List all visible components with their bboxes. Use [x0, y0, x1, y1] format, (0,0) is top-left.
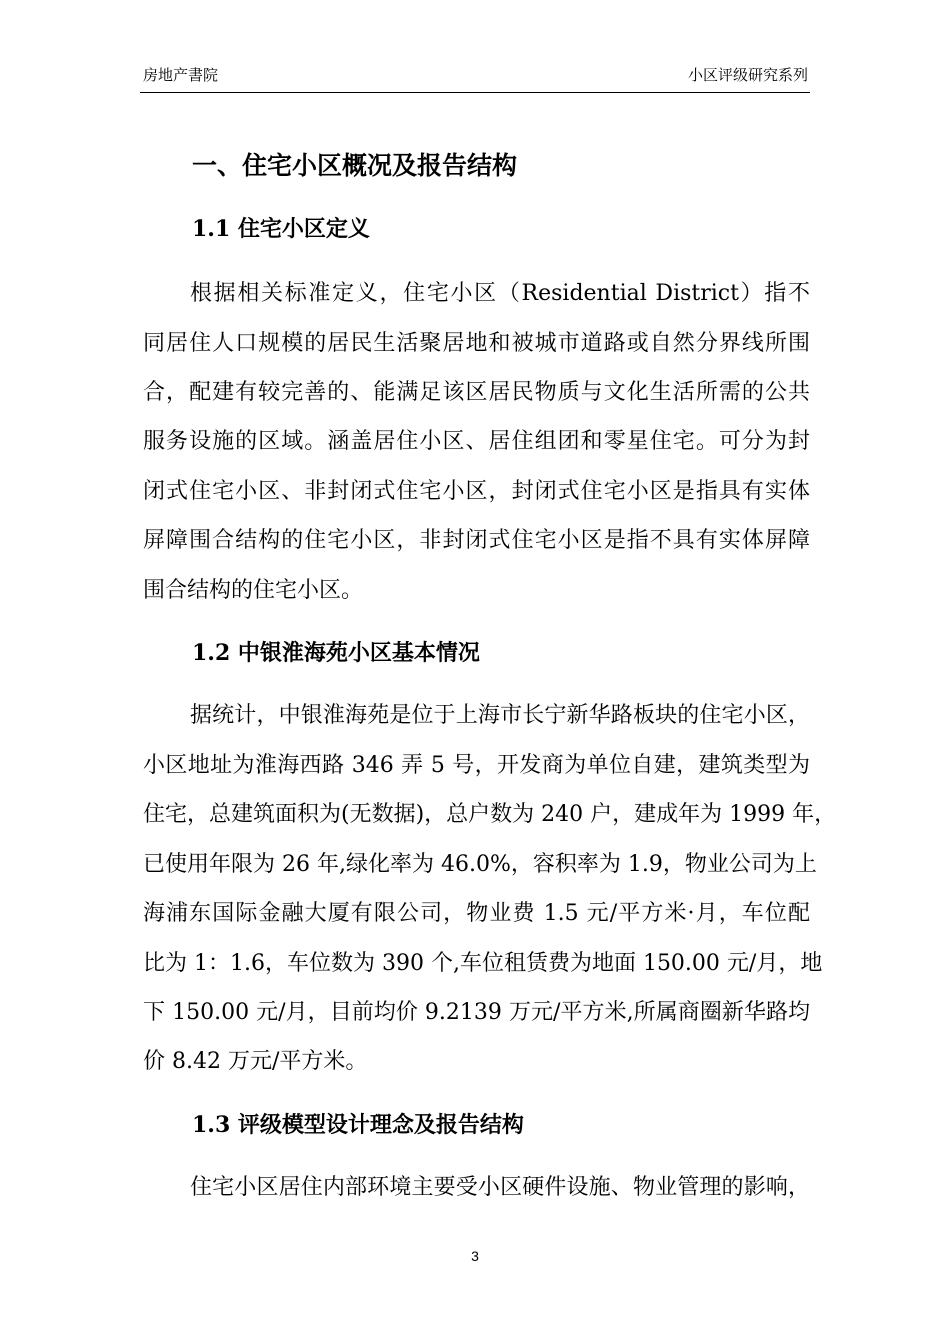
header-left: 房地产書院 [143, 67, 219, 84]
chapter-title: 一、住宅小区概况及报告结构 [192, 151, 518, 180]
paragraph-line: 服务设施的区域。涵盖居住小区、居住组团和零星住宅。可分为封 [143, 429, 810, 454]
header-right: 小区评级研究系列 [687, 67, 808, 84]
paragraph-line: 闭式住宅小区、非封闭式住宅小区，封闭式住宅小区是指具有实体 [143, 479, 810, 504]
paragraph-line: 小区地址为淮海西路 346 弄 5 号，开发商为单位自建，建筑类型为 [143, 753, 810, 778]
paragraph-line: 住宅，总建筑面积为(无数据)，总户数为 240 户，建成年为 1999 年， [143, 802, 837, 827]
paragraph-line: 合，配建有较完善的、能满足该区居民物质与文化生活所需的公共 [143, 380, 810, 405]
section-heading-1-2: 1.2 中银淮海苑小区基本情况 [192, 640, 480, 666]
paragraph-line: 围合结构的住宅小区。 [143, 578, 364, 603]
paragraph-line: 同居住人口规模的居民生活聚居地和被城市道路或自然分界线所围 [143, 331, 810, 356]
header-divider [140, 92, 810, 93]
paragraph-line: 住宅小区居住内部环境主要受小区硬件设施、物业管理的影响， [190, 1175, 810, 1200]
section-heading-1-1: 1.1 住宅小区定义 [192, 216, 370, 242]
paragraph-line: 价 8.42 万元/平方米。 [143, 1049, 368, 1074]
paragraph-line: 比为 1：1.6，车位数为 390 个,车位租赁费为地面 150.00 元/月，地 [143, 951, 823, 976]
paragraph-line: 海浦东国际金融大厦有限公司，物业费 1.5 元/平方米·月，车位配 [143, 901, 810, 926]
paragraph-line: 屏障围合结构的住宅小区，非封闭式住宅小区是指不具有实体屏障 [143, 528, 810, 553]
paragraph-line: 已使用年限为 26 年,绿化率为 46.0%，容积率为 1.9，物业公司为上 [143, 852, 817, 877]
paragraph-line: 下 150.00 元/月，目前均价 9.2139 万元/平方米,所属商圈新华路均 [143, 1000, 810, 1025]
paragraph-line: 据统计，中银淮海苑是位于上海市长宁新华路板块的住宅小区， [190, 703, 810, 728]
page-number: 3 [471, 1248, 479, 1264]
section-heading-1-3: 1.3 评级模型设计理念及报告结构 [192, 1112, 524, 1138]
paragraph-line: 根据相关标准定义，住宅小区（Residential District）指不 [190, 281, 810, 306]
